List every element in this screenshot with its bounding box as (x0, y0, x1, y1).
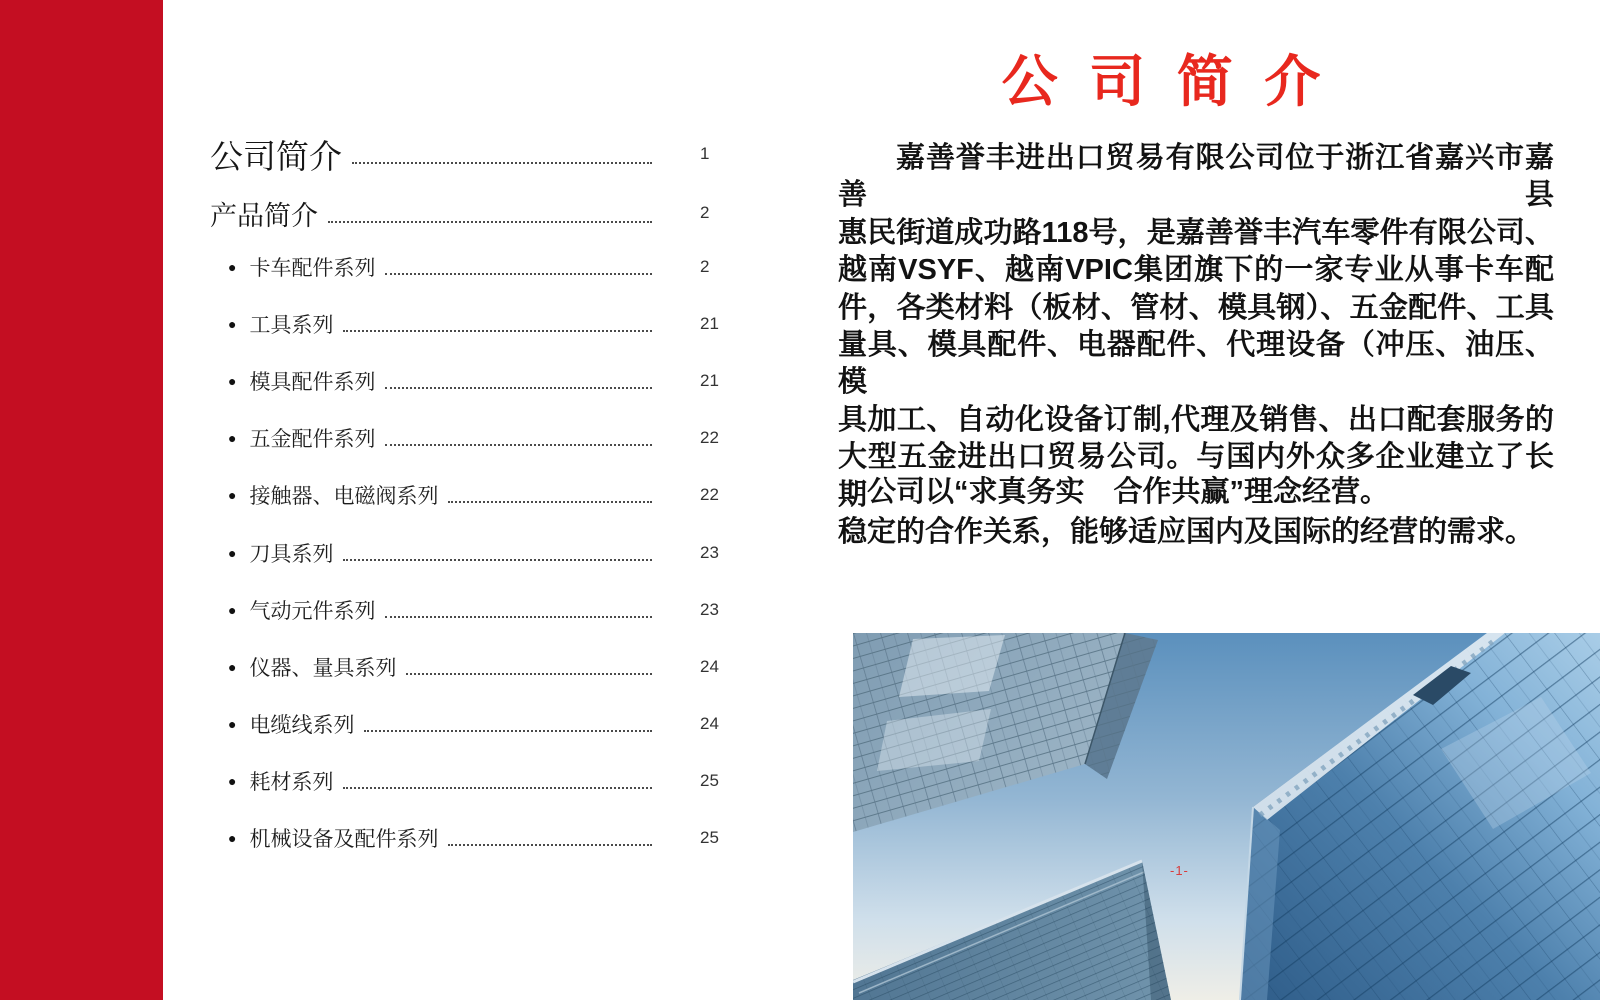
bullet-icon: ● (228, 544, 237, 561)
intro-line: 件，各类材料（板材、管材、模具钢）、五金配件、工具 (838, 291, 1554, 324)
bullet-icon: ● (228, 773, 237, 790)
toc-entry-page: 23 (700, 599, 719, 619)
skyline-photo (853, 633, 1600, 1000)
toc-entry (210, 524, 722, 581)
toc-entry-page: 22 (700, 485, 719, 505)
toc-entry-label: 电缆线系列 (249, 714, 355, 738)
dotted-leader (385, 273, 652, 275)
toc-entry (210, 295, 722, 352)
toc-entry-label: 气动元件系列 (249, 599, 376, 623)
toc-entry-label: 卡车配件系列 (249, 256, 376, 280)
dotted-leader (385, 387, 652, 389)
toc-entry-label: 工具系列 (249, 313, 334, 337)
toc-entry (210, 581, 722, 638)
dotted-leader (343, 787, 652, 789)
skyline-photo-art (853, 633, 1600, 1000)
toc-entry (210, 352, 722, 409)
toc-entry-page: 21 (700, 313, 719, 333)
toc-entry (210, 696, 722, 753)
toc-entry-label: 刀具系列 (249, 542, 334, 566)
toc-entry (210, 638, 722, 695)
toc-entry-label: 五金配件系列 (249, 428, 376, 452)
toc-entry (210, 410, 722, 467)
toc-entry-label: 公司简介 (210, 137, 342, 175)
intro-line: 大型五金进出口贸易公司。与国内外众多企业建立了长期 (838, 441, 1554, 511)
bullet-icon: ● (228, 830, 237, 847)
toc-entry (210, 810, 722, 867)
left-accent-bar (0, 0, 163, 1000)
toc-entry-label: 仪器、量具系列 (249, 656, 397, 680)
toc-entry-page: 25 (700, 828, 719, 848)
toc-entry-page: 1 (700, 144, 710, 163)
toc-entry-label: 耗材系列 (249, 771, 334, 795)
dotted-leader (364, 730, 652, 732)
toc-entry-label: 模具配件系列 (249, 370, 376, 394)
toc-entry-page: 22 (700, 428, 719, 448)
dotted-leader (343, 559, 652, 561)
bullet-icon: ● (228, 487, 237, 504)
dotted-leader (328, 221, 652, 223)
toc-entry-page: 24 (700, 656, 719, 676)
intro-line: 惠民街道成功路118号，是嘉善誉丰汽车零件有限公司、 (838, 216, 1554, 249)
dotted-leader (406, 673, 652, 675)
toc-entry (210, 467, 722, 524)
toc-entry-page: 24 (700, 714, 719, 734)
toc-entry (210, 120, 722, 188)
intro-line: 量具、模具配件、电器配件、代理设备（冲压、油压、模 (838, 329, 1554, 399)
toc-entry-page: 2 (700, 203, 710, 222)
table-of-contents (210, 120, 722, 867)
toc-entry-label: 产品简介 (210, 200, 318, 231)
bullet-icon: ● (228, 430, 237, 447)
dotted-leader (352, 162, 652, 164)
page-title: 公 司 简 介 (1001, 50, 1329, 113)
dotted-leader (385, 616, 652, 618)
company-motto: 公司以“求真务实 合作共赢”理念经营。 (867, 476, 1390, 508)
toc-entry-page: 21 (700, 370, 719, 390)
intro-line: 嘉善誉丰进出口贸易有限公司位于浙江省嘉兴市嘉善县 (838, 142, 1554, 212)
toc-entry-label: 接触器、电磁阀系列 (249, 485, 439, 509)
dotted-leader (343, 330, 652, 332)
bullet-icon: ● (228, 258, 237, 275)
intro-line: 具加工、自动化设备订制,代理及销售、出口配套服务的 (838, 403, 1554, 436)
toc-entry-page: 23 (700, 542, 719, 562)
dotted-leader (448, 844, 652, 846)
toc-entry-page: 2 (700, 256, 710, 276)
bullet-icon: ● (228, 658, 237, 675)
intro-line: 稳定的合作关系，能够适应国内及国际的经营的需求。 (838, 516, 1535, 549)
bullet-icon: ● (228, 716, 237, 733)
bullet-icon: ● (228, 601, 237, 618)
dotted-leader (448, 501, 652, 503)
toc-entry-label: 机械设备及配件系列 (249, 828, 439, 852)
bullet-icon: ● (228, 315, 237, 332)
toc-entry (210, 753, 722, 810)
toc-entry-page: 25 (700, 771, 719, 791)
dotted-leader (385, 444, 652, 446)
bullet-icon: ● (228, 372, 237, 389)
intro-line: 越南VSYF、越南VPIC集团旗下的一家专业从事卡车配 (838, 254, 1554, 287)
toc-entry (210, 188, 722, 238)
toc-entry (210, 238, 722, 295)
page-number-marker: -1- (1170, 863, 1189, 878)
